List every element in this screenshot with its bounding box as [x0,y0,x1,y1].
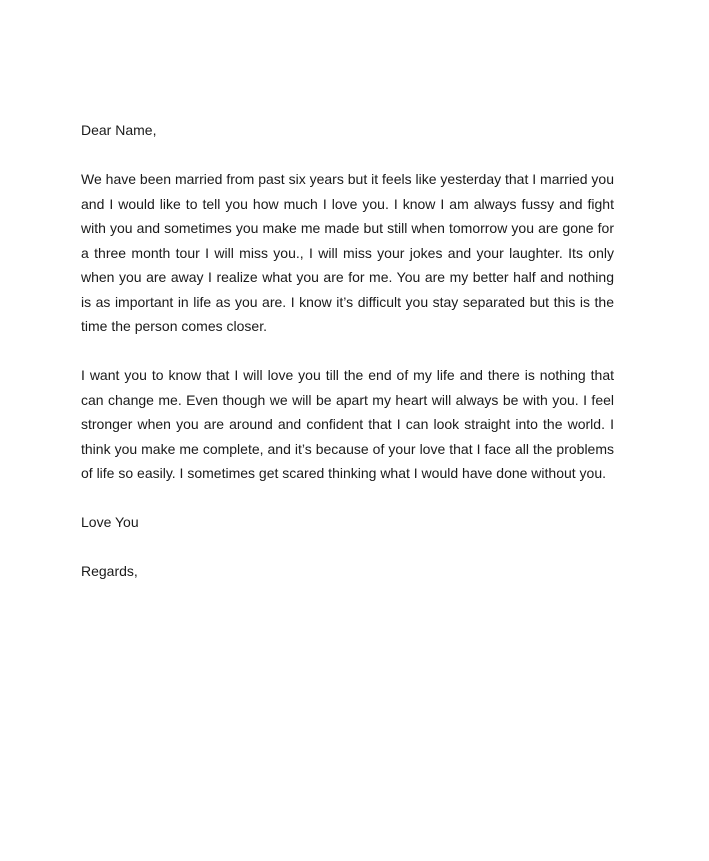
letter-paragraph-1: We have been married from past six years but it feels like yesterday that I married you and I would like to tell you how much I love you. I know I am always fussy and fight with you and sometimes you make me made but still when tomorrow you are gone for a three month tour I will miss you., I will miss your jokes and your laughter. Its only when you are away I realize what you are for me. You are my better half and nothing is as important in life as you are. I know it’s difficult you stay separated but this is the time the person comes closer. [81,171,614,334]
letter-body [81,118,614,584]
letter-closing: Love You [81,514,139,530]
letter-salutation: Dear Name, [81,122,157,138]
letter-signoff: Regards, [81,563,138,579]
letter-paragraph-2: I want you to know that I will love you till the end of my life and there is nothing that can change me. Even though we will be apart my heart will always be with you. I feel stronger when you are around and confident that I can look straight into the world. I think you make me complete, and it’s because of your love that I face all the problems of life so easily. I sometimes get scared thinking what I would have done without you. [81,367,614,481]
